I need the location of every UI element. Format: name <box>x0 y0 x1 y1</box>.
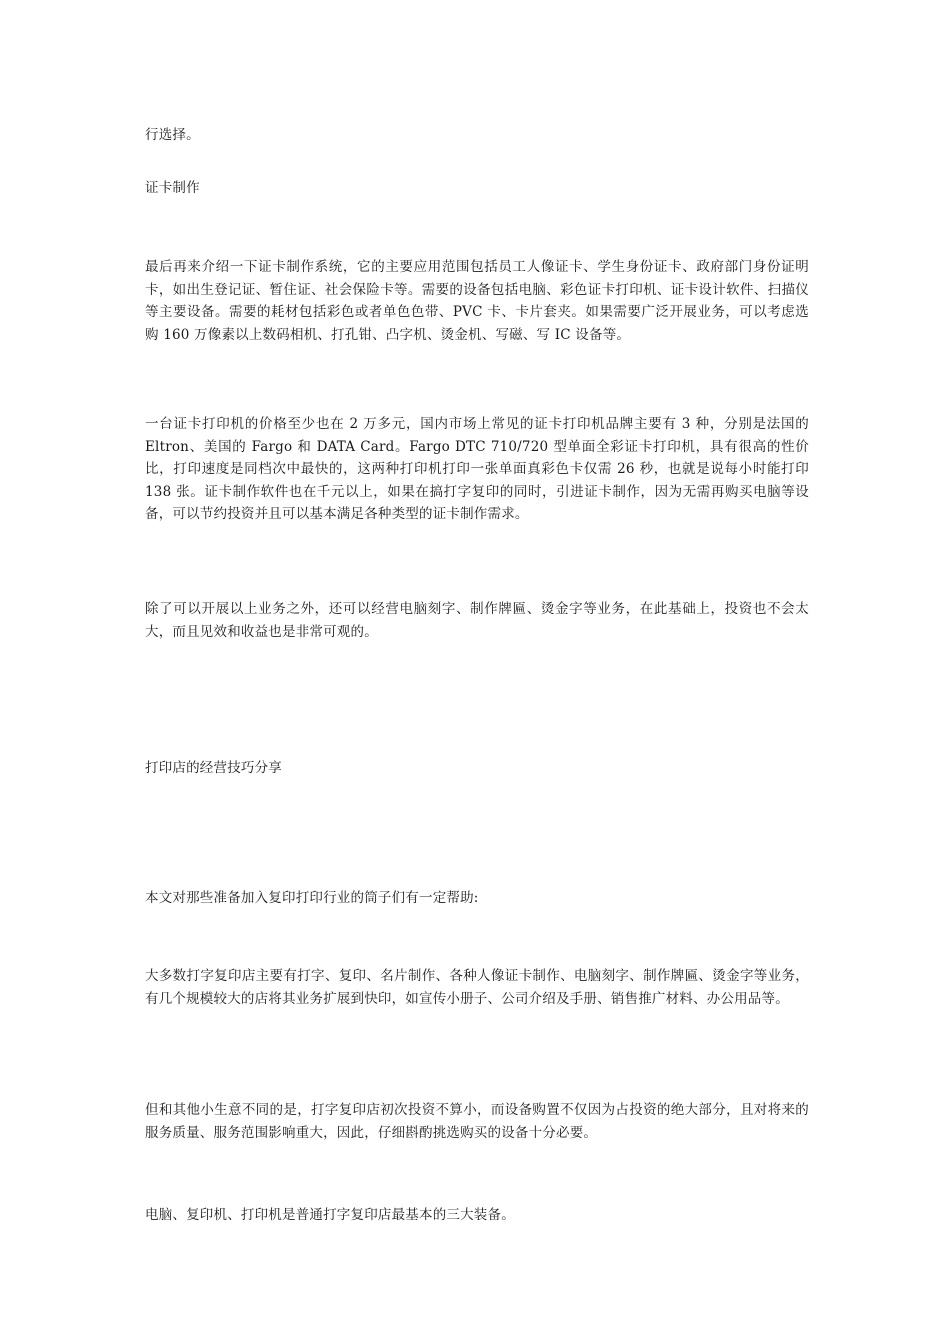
section-heading-card-making: 证卡制作 <box>145 180 200 196</box>
paragraph-card-system-intro: 最后再来介绍一下证卡制作系统，它的主要应用范围包括员工人像证卡、学生身份证卡、政府部门身份证明卡，如出生登记证、暂住证、社会保险卡等。需要的设备包括电脑、彩色证卡打印机、证卡设计软件、扫描仪等主要设备。需要的耗材包括彩色或者单色色带、PVC 卡、卡片套夹。如果需要广泛开展业务，可以考虑选购 160 万像素以上数码相机、打孔钳、凸字机、烫金机、写磁、写 IC 设备等。 <box>145 259 809 343</box>
paragraph-continuation: 行选择。 <box>145 127 200 143</box>
paragraph-additional-business: 除了可以开展以上业务之外，还可以经营电脑刻字、制作牌匾、烫金字等业务，在此基础上，投资也不会太大，而且见效和收益也是非常可观的。 <box>145 601 809 640</box>
paragraph-card-printer-price: 一台证卡打印机的价格至少也在 2 万多元，国内市场上常见的证卡打印机品牌主要有 3 种，分别是法国的 Eltron、美国的 Fargo 和 DATA Card。Fargo DTC 710/720 型单面全彩证卡打印机，具有很高的性价比，打印速度是同档次中最快的，这两种打印机打印一张单面真彩色卡仅需 26 秒，也就是说每小时能打印 138 张。证卡制作软件也在千元以上，如果在搞打字复印的同时，引进证卡制作，因为无需再购买电脑等设备，可以节约投资并且可以基本满足各种类型的证卡制作需求。 <box>145 416 809 522</box>
paragraph-equipment-investment: 但和其他小生意不同的是，打字复印店初次投资不算小，而设备购置不仅因为占投资的绝大部分，且对将来的服务质量、服务范围影响重大，因此，仔细斟酌挑选购买的设备十分必要。 <box>145 1102 809 1141</box>
paragraph-basic-equipment: 电脑、复印机、打印机是普通打字复印店最基本的三大装备。 <box>145 1207 515 1223</box>
section-heading-print-shop-tips: 打印店的经营技巧分享 <box>145 760 282 776</box>
paragraph-article-purpose: 本文对那些准备加入复印打印行业的筒子们有一定帮助: <box>145 890 479 906</box>
paragraph-main-services: 大多数打字复印店主要有打字、复印、名片制作、各种人像证卡制作、电脑刻字、制作牌匾、烫金字等业务，有几个规模较大的店将其业务扩展到快印，如宣传小册子、公司介绍及手册、销售推广材料、办公用品等。 <box>145 968 809 1007</box>
